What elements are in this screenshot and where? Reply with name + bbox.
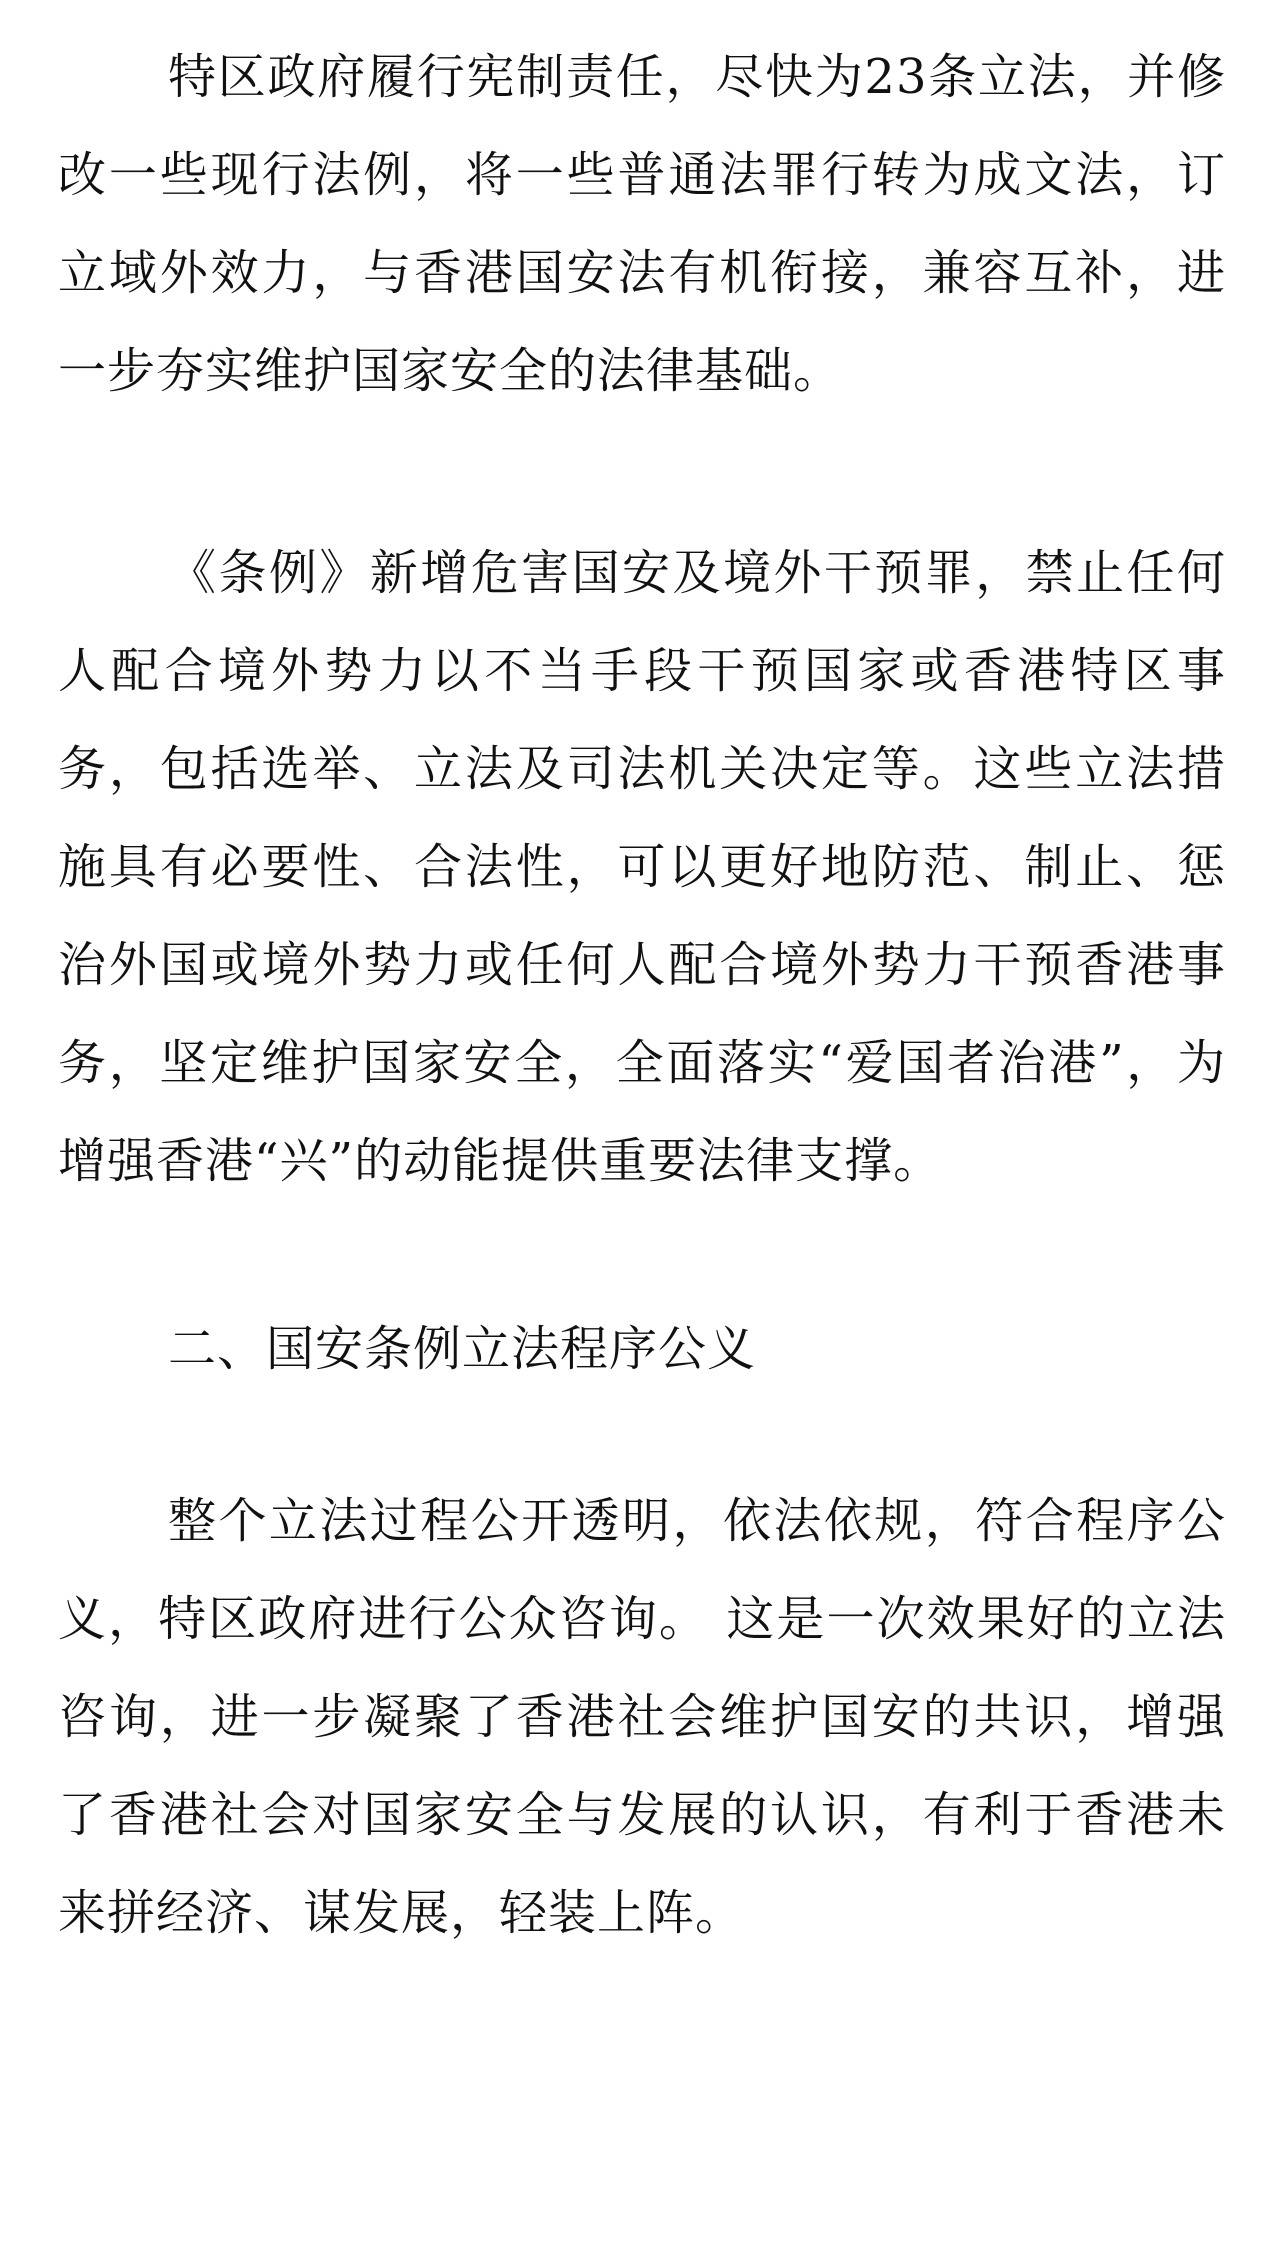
paragraph-legislation-duty: 特区政府履行宪制责任，尽快为23条立法，并修改一些现行法例，将一些普通法罪行转为成文法，订立域外效力，与香港国安法有机衔接，兼容互补，进一步夯实维护国家安全的法律基础。 <box>58 49 1226 399</box>
section-heading: 二、国安条例立法程序公义 <box>168 1321 757 1377</box>
paragraph-legislative-process: 整个立法过程公开透明，依法依规，符合程序公义，特区政府进行公众咨询。 这是一次效果好的立法咨询，进一步凝聚了香港社会维护国安的共识，增强了香港社会对国家安全与发展的认识，有利于香港未来拼经济、谋发展，轻装上阵。 <box>58 1493 1226 1941</box>
article-body <box>58 0 1226 1962</box>
paragraph-ordinance-offences: 《条例》新增危害国安及境外干预罪，禁止任何人配合境外势力以不当手段干预国家或香港特区事务，包括选举、立法及司法机关决定等。这些立法措施具有必要性、合法性，可以更好地防范、制止、惩治外国或境外势力或任何人配合境外势力干预香港事务，坚定维护国家安全，全面落实“爱国者治港”，为增强香港“兴”的动能提供重要法律支撑。 <box>58 545 1226 1189</box>
